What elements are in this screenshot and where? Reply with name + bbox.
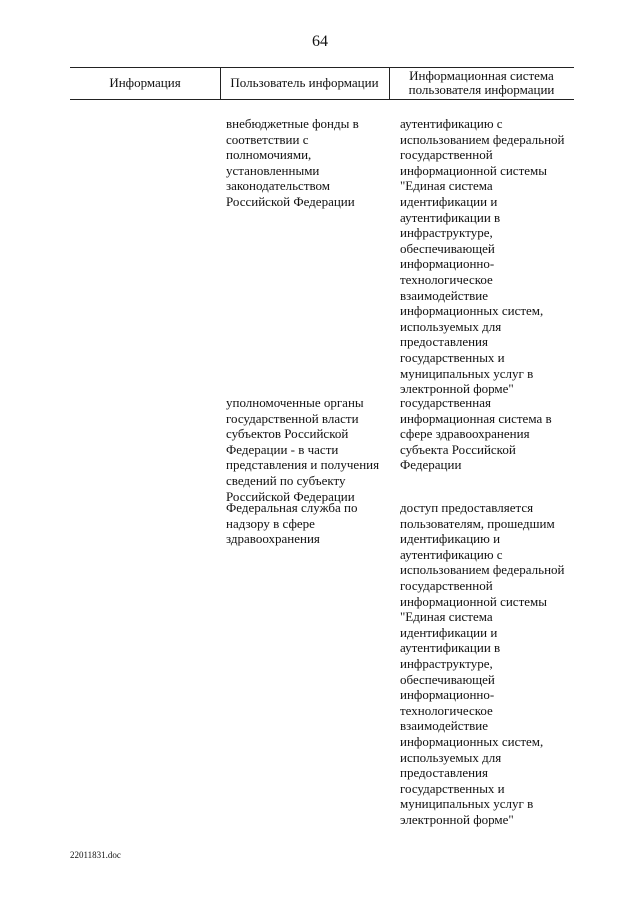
table-header-bottom-rule	[70, 99, 574, 100]
footer-filename: 22011831.doc	[70, 850, 121, 860]
row-2-system: государственная информационная система в сфере здравоохранения субъекта Российской Федерации	[400, 395, 552, 473]
row-1-user: внебюджетные фонды в соответствии с полномочиями, установленными законодательством Российской Федерации	[226, 116, 359, 209]
header-info: Информация	[109, 75, 181, 90]
row-3-user: Федеральная служба по надзору в сфере здравоохранения	[226, 500, 358, 547]
row-1-system: аутентификацию с использованием федеральной государственной информационной системы "Единая система идентификации и аутентификации в инфраструктуре, обеспечивающей информационно- технологическое взаимодействие информационных систем, используемых для предоставления государственных и муниципальных услуг в электронной форме"	[400, 116, 565, 397]
row-2-user: уполномоченные органы государственной власти субъектов Российской Федерации - в части представления и получения сведений по субъекту Российской Федерации	[226, 395, 380, 504]
row-3-system: доступ предоставляется пользователям, прошедшим идентификацию и аутентификацию с использованием федеральной государственной информационной системы "Единая система идентификации и аутентификации в инфраструктуре, обеспечивающей информационно- технологическое взаимодействие информационных систем, используемых для предоставления государственных и муниципальных услуг в электронной форме"	[400, 500, 565, 827]
page-number: 64	[312, 33, 328, 50]
header-system: Информационная система пользователя информации	[408, 68, 555, 97]
header-user: Пользователь информации	[230, 75, 379, 90]
